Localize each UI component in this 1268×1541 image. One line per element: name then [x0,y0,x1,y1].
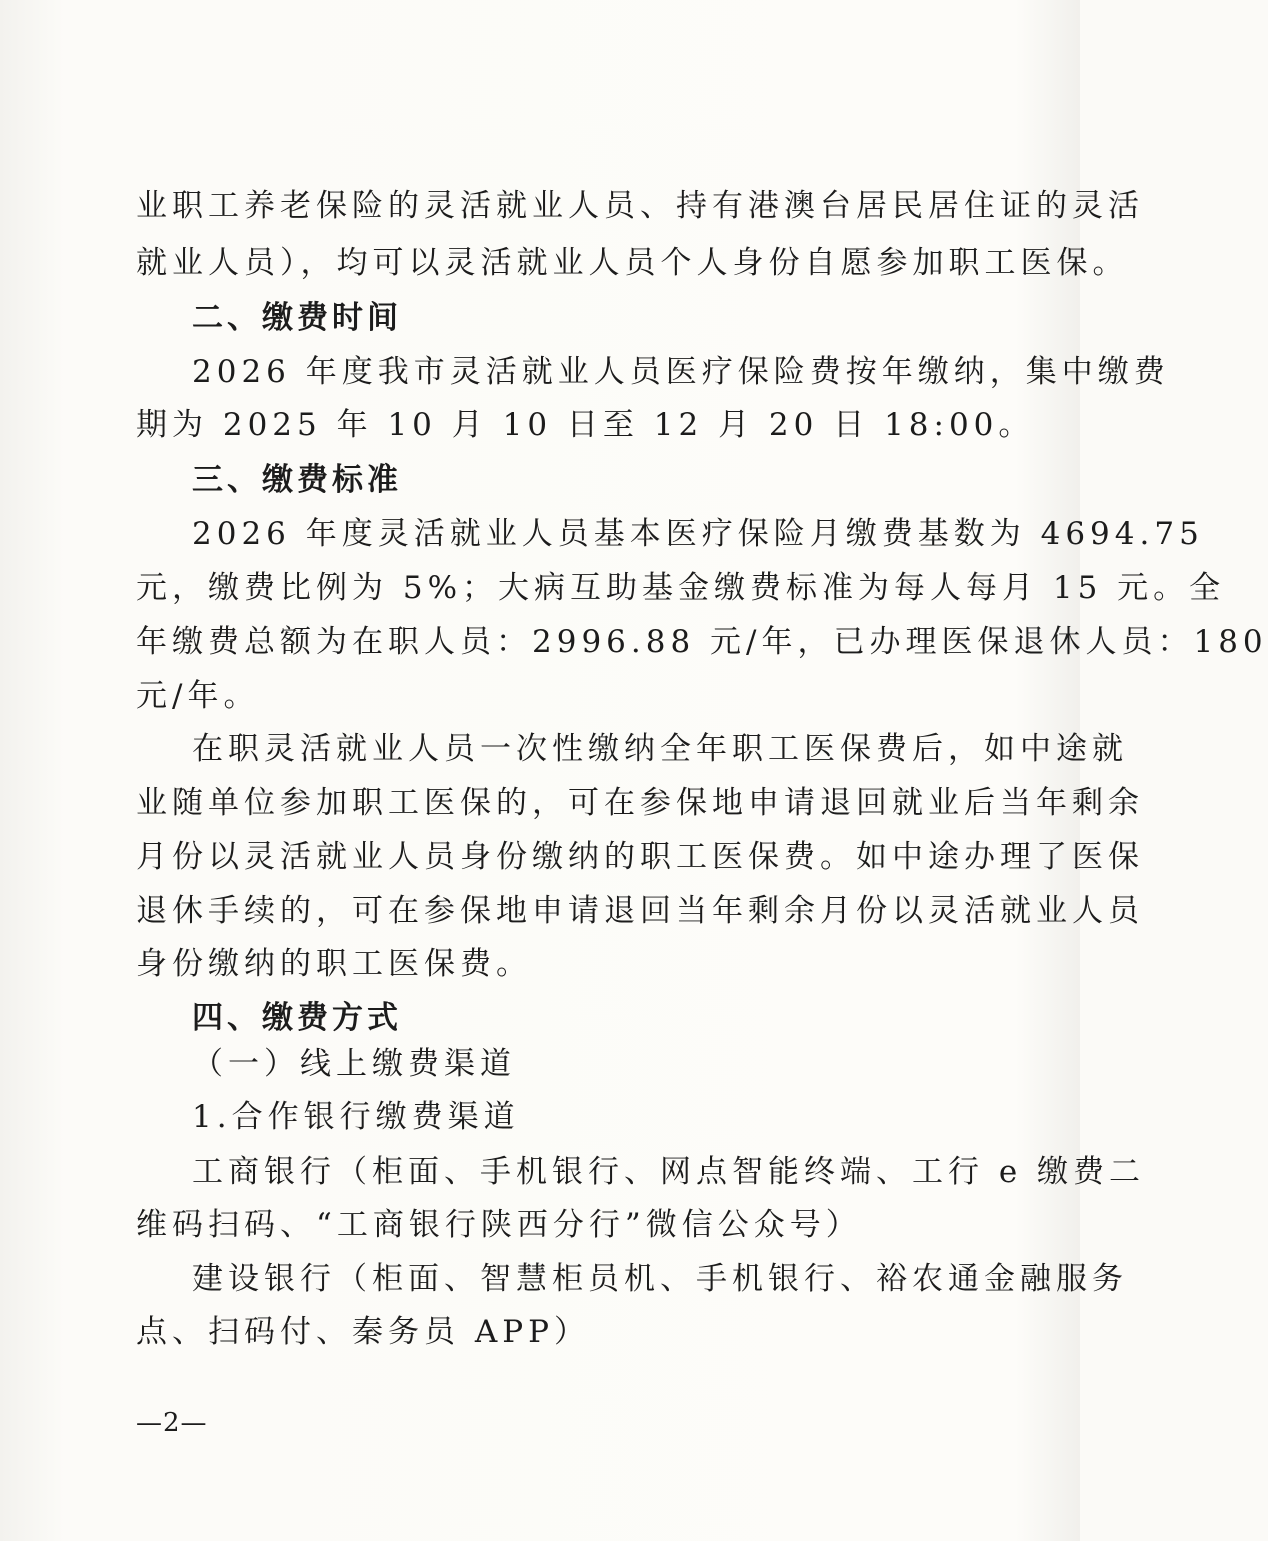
section3-p2-line2: 业随单位参加职工医保的，可在参保地申请退回就业后当年剩余 [136,785,1144,821]
ccb-line1: 建设银行（柜面、智慧柜员机、手机银行、裕农通金融服务 [192,1261,1128,1297]
section3-p2-line1: 在职灵活就业人员一次性缴纳全年职工医保费后，如中途就 [192,731,1128,767]
ccb-line2: 点、扫码付、秦务员 APP） [136,1314,590,1350]
section3-p1-line4: 元/年。 [136,678,260,714]
para1-line1: 业职工养老保险的灵活就业人员、持有港澳台居民居住证的灵活 [136,188,1144,224]
page-number: —2— [136,1408,208,1438]
icbc-line1: 工商银行（柜面、手机银行、网点智能终端、工行 e 缴费二 [192,1154,1146,1190]
section3-p1-line3: 年缴费总额为在职人员：2996.88 元/年，已办理医保退休人员：180 [136,624,1268,660]
section4-heading: 四、缴费方式 [192,1000,402,1036]
section4-sub1: （一）线上缴费渠道 [192,1046,516,1082]
icbc-line2: 维码扫码、“工商银行陕西分行”微信公众号） [136,1207,862,1243]
section3-heading: 三、缴费标准 [192,462,402,498]
section2-line1: 2026 年度我市灵活就业人员医疗保险费按年缴纳，集中缴费 [192,354,1170,390]
section3-p2-line3: 月份以灵活就业人员身份缴纳的职工医保费。如中途办理了医保 [136,839,1144,875]
section4-sub1-1: 1.合作银行缴费渠道 [192,1099,520,1135]
section3-p2-line4: 退休手续的，可在参保地申请退回当年剩余月份以灵活就业人员 [136,893,1144,929]
section2-line2: 期为 2025 年 10 月 10 日至 12 月 20 日 18:00。 [136,407,1035,443]
section2-heading: 二、缴费时间 [192,300,402,336]
section3-p1-line2: 元，缴费比例为 5%；大病互助基金缴费标准为每人每月 15 元。全 [136,570,1226,606]
para1-line2: 就业人员），均可以灵活就业人员个人身份自愿参加职工医保。 [136,245,1129,281]
section3-p1-line1: 2026 年度灵活就业人员基本医疗保险月缴费基数为 4694.75 [192,516,1204,552]
section3-p2-line5: 身份缴纳的职工医保费。 [136,946,532,982]
